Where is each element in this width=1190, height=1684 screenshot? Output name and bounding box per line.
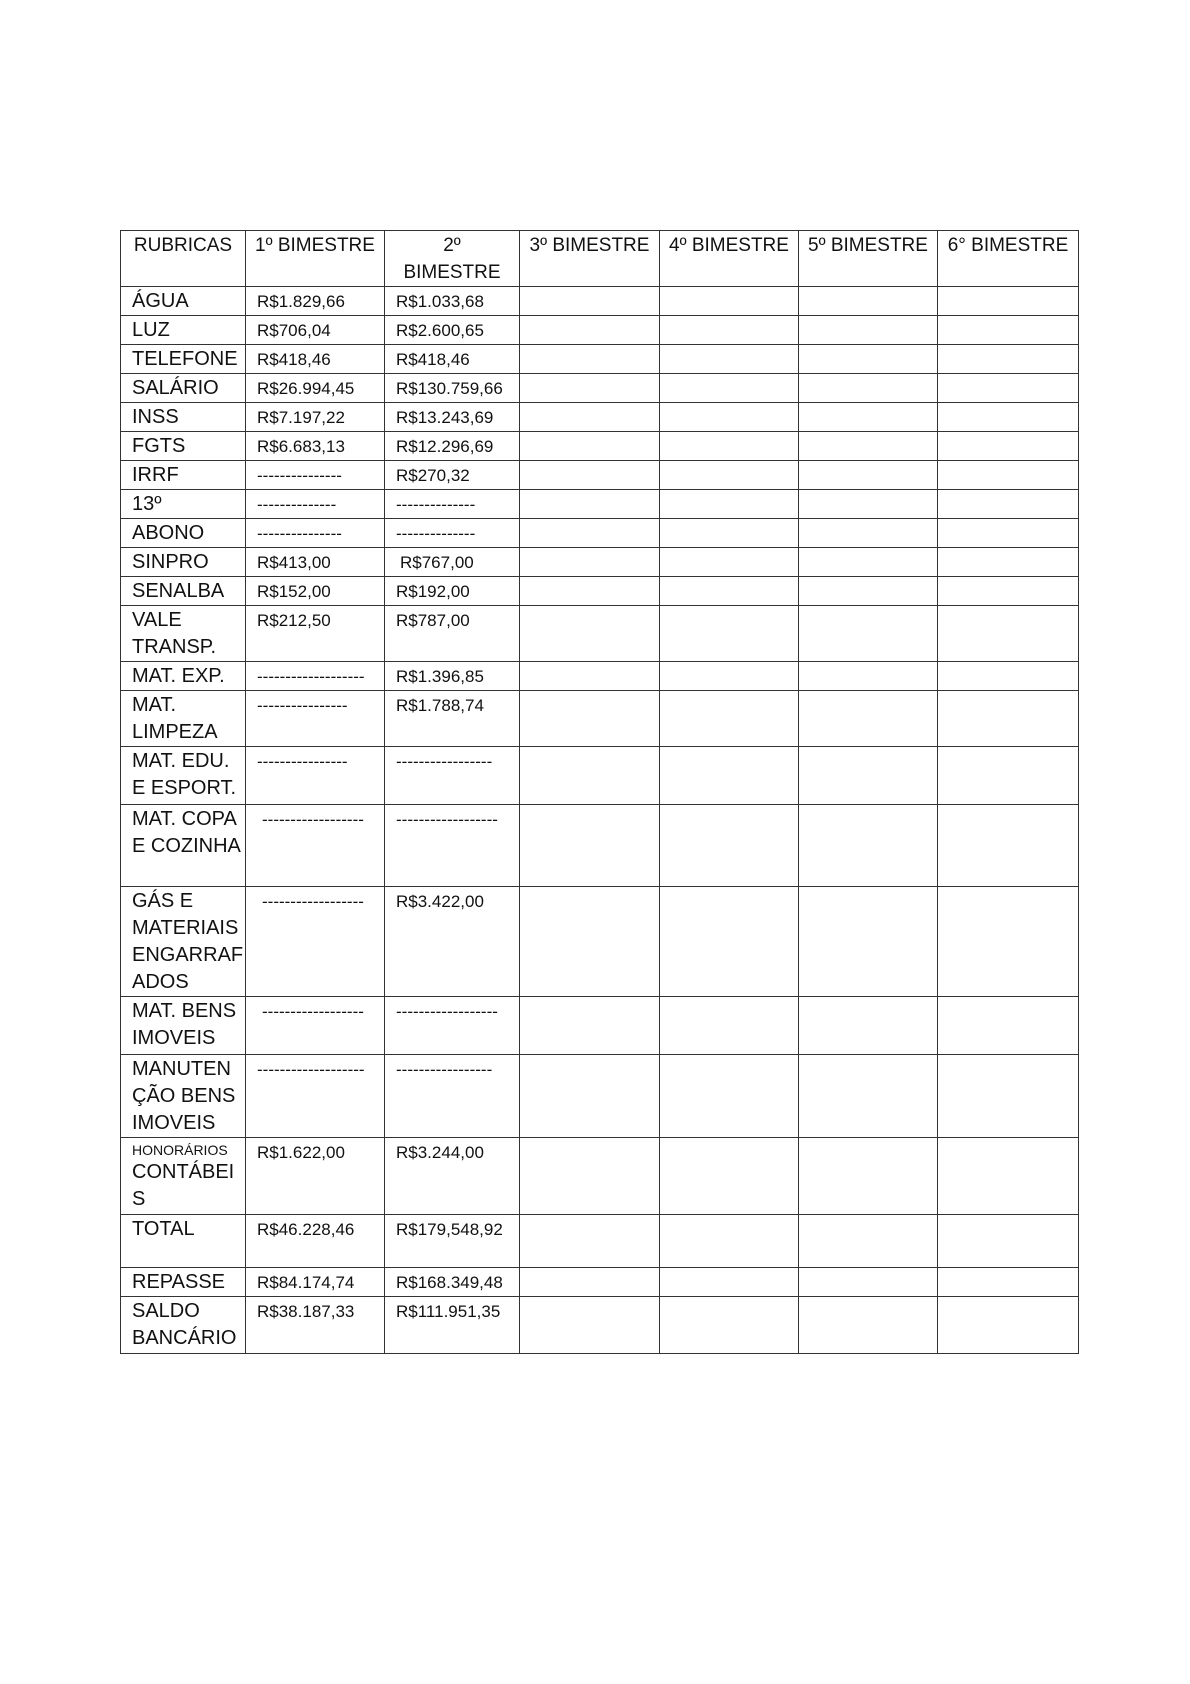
cell-empty bbox=[938, 1268, 1079, 1297]
cell-empty bbox=[799, 432, 938, 461]
row-label: TELEFONE bbox=[121, 345, 246, 374]
cell-bimestre-1: R$413,00 bbox=[246, 548, 385, 577]
cell-empty bbox=[938, 887, 1079, 997]
cell-empty bbox=[660, 577, 799, 606]
row-label: MAT. COPA E COZINHA bbox=[121, 805, 246, 887]
cell-empty bbox=[520, 316, 660, 345]
cell-empty bbox=[520, 577, 660, 606]
table-row bbox=[121, 287, 1079, 316]
cell-empty bbox=[660, 887, 799, 997]
cell-empty bbox=[799, 403, 938, 432]
cell-empty bbox=[938, 345, 1079, 374]
cell-empty bbox=[660, 374, 799, 403]
cell-bimestre-2: R$192,00 bbox=[385, 577, 520, 606]
cell-empty bbox=[799, 1297, 938, 1354]
cell-empty bbox=[938, 490, 1079, 519]
row-label: INSS bbox=[121, 403, 246, 432]
cell-empty bbox=[660, 1297, 799, 1354]
cell-bimestre-2: R$767,00 bbox=[385, 548, 520, 577]
cell-bimestre-1: R$84.174,74 bbox=[246, 1268, 385, 1297]
cell-empty bbox=[520, 345, 660, 374]
header-bimestre-5: 5º BIMESTRE bbox=[799, 231, 938, 287]
header-row bbox=[121, 231, 1079, 287]
row-label: MAT. LIMPEZA bbox=[121, 691, 246, 747]
row-label: MAT. EXP. bbox=[121, 662, 246, 691]
cell-bimestre-2: R$168.349,48 bbox=[385, 1268, 520, 1297]
cell-empty bbox=[938, 577, 1079, 606]
cell-empty bbox=[520, 997, 660, 1055]
cell-empty bbox=[660, 490, 799, 519]
cell-bimestre-1: R$418,46 bbox=[246, 345, 385, 374]
cell-bimestre-2: ----------------- bbox=[385, 1055, 520, 1138]
cell-empty bbox=[660, 1138, 799, 1215]
cell-empty bbox=[660, 691, 799, 747]
cell-empty bbox=[520, 1268, 660, 1297]
cell-bimestre-1: R$706,04 bbox=[246, 316, 385, 345]
cell-empty bbox=[660, 345, 799, 374]
table-row bbox=[121, 662, 1079, 691]
cell-empty bbox=[660, 747, 799, 805]
cell-empty bbox=[938, 805, 1079, 887]
row-label: 13º bbox=[121, 490, 246, 519]
cell-empty bbox=[520, 548, 660, 577]
cell-empty bbox=[938, 747, 1079, 805]
cell-empty bbox=[799, 374, 938, 403]
cell-bimestre-1: --------------- bbox=[246, 519, 385, 548]
cell-bimestre-2: R$3.422,00 bbox=[385, 887, 520, 997]
cell-empty bbox=[799, 287, 938, 316]
row-label: MAT. BENS IMOVEIS bbox=[121, 997, 246, 1055]
cell-empty bbox=[799, 1268, 938, 1297]
header-bimestre-4: 4º BIMESTRE bbox=[660, 231, 799, 287]
cell-bimestre-2: R$270,32 bbox=[385, 461, 520, 490]
table-row bbox=[121, 747, 1079, 805]
row-label: REPASSE bbox=[121, 1268, 246, 1297]
cell-bimestre-1: R$6.683,13 bbox=[246, 432, 385, 461]
cell-empty bbox=[520, 374, 660, 403]
cell-empty bbox=[938, 461, 1079, 490]
cell-bimestre-1: --------------- bbox=[246, 461, 385, 490]
cell-empty bbox=[520, 519, 660, 548]
cell-bimestre-1: R$7.197,22 bbox=[246, 403, 385, 432]
cell-bimestre-2: R$179,548,92 bbox=[385, 1215, 520, 1268]
cell-empty bbox=[799, 887, 938, 997]
cell-empty bbox=[660, 662, 799, 691]
cell-bimestre-2: R$1.033,68 bbox=[385, 287, 520, 316]
cell-empty bbox=[799, 805, 938, 887]
cell-empty bbox=[938, 519, 1079, 548]
table-row bbox=[121, 432, 1079, 461]
cell-empty bbox=[938, 1055, 1079, 1138]
cell-empty bbox=[660, 997, 799, 1055]
cell-empty bbox=[799, 997, 938, 1055]
cell-bimestre-1: ------------------ bbox=[246, 805, 385, 887]
cell-empty bbox=[660, 548, 799, 577]
table-row bbox=[121, 548, 1079, 577]
row-label: ÁGUA bbox=[121, 287, 246, 316]
cell-empty bbox=[938, 374, 1079, 403]
cell-empty bbox=[938, 316, 1079, 345]
row-label: MAT. EDU. E ESPORT. bbox=[121, 747, 246, 805]
cell-bimestre-2: R$130.759,66 bbox=[385, 374, 520, 403]
cell-empty bbox=[799, 548, 938, 577]
cell-empty bbox=[520, 1215, 660, 1268]
cell-bimestre-2: R$1.396,85 bbox=[385, 662, 520, 691]
cell-empty bbox=[938, 548, 1079, 577]
cell-bimestre-1: R$152,00 bbox=[246, 577, 385, 606]
cell-empty bbox=[799, 345, 938, 374]
cell-empty bbox=[520, 461, 660, 490]
cell-empty bbox=[799, 461, 938, 490]
table-row bbox=[121, 461, 1079, 490]
row-label: GÁS E MATERIAIS ENGARRAF ADOS bbox=[121, 887, 246, 997]
cell-empty bbox=[799, 606, 938, 662]
cell-empty bbox=[660, 287, 799, 316]
cell-bimestre-1: R$38.187,33 bbox=[246, 1297, 385, 1354]
table-row bbox=[121, 374, 1079, 403]
cell-empty bbox=[660, 519, 799, 548]
cell-empty bbox=[938, 662, 1079, 691]
cell-empty bbox=[660, 432, 799, 461]
cell-empty bbox=[799, 577, 938, 606]
table-row bbox=[121, 403, 1079, 432]
cell-bimestre-1: ------------------ bbox=[246, 887, 385, 997]
row-label-cell bbox=[121, 1138, 246, 1215]
cell-empty bbox=[520, 691, 660, 747]
row-label: VALE TRANSP. bbox=[121, 606, 246, 662]
cell-empty bbox=[520, 805, 660, 887]
cell-bimestre-1: R$212,50 bbox=[246, 606, 385, 662]
header-bimestre-1: 1º BIMESTRE bbox=[246, 231, 385, 287]
cell-empty bbox=[799, 662, 938, 691]
cell-empty bbox=[520, 432, 660, 461]
cell-empty bbox=[520, 1297, 660, 1354]
cell-bimestre-2: ----------------- bbox=[385, 747, 520, 805]
cell-empty bbox=[520, 606, 660, 662]
header-bimestre-3: 3º BIMESTRE bbox=[520, 231, 660, 287]
cell-empty bbox=[520, 747, 660, 805]
cell-bimestre-2: R$1.788,74 bbox=[385, 691, 520, 747]
cell-empty bbox=[938, 1138, 1079, 1215]
cell-bimestre-1: R$1.829,66 bbox=[246, 287, 385, 316]
cell-empty bbox=[799, 691, 938, 747]
cell-bimestre-1: ---------------- bbox=[246, 691, 385, 747]
cell-empty bbox=[799, 747, 938, 805]
cell-empty bbox=[938, 997, 1079, 1055]
cell-bimestre-1: R$46.228,46 bbox=[246, 1215, 385, 1268]
cell-bimestre-2: R$418,46 bbox=[385, 345, 520, 374]
cell-empty bbox=[799, 490, 938, 519]
table-row bbox=[121, 1297, 1079, 1354]
cell-bimestre-2: ------------------ bbox=[385, 805, 520, 887]
table-row bbox=[121, 1138, 1079, 1215]
row-label: TOTAL bbox=[121, 1215, 246, 1268]
cell-empty bbox=[660, 606, 799, 662]
row-label: CONTÁBEI S bbox=[132, 1161, 235, 1210]
row-label: SALÁRIO bbox=[121, 374, 246, 403]
cell-empty bbox=[520, 1138, 660, 1215]
cell-empty bbox=[799, 1215, 938, 1268]
row-label: LUZ bbox=[121, 316, 246, 345]
table-row bbox=[121, 691, 1079, 747]
budget-table bbox=[120, 230, 1079, 1354]
cell-empty bbox=[520, 887, 660, 997]
cell-bimestre-1: ---------------- bbox=[246, 747, 385, 805]
cell-empty bbox=[520, 490, 660, 519]
cell-bimestre-2: -------------- bbox=[385, 490, 520, 519]
cell-empty bbox=[660, 1215, 799, 1268]
cell-empty bbox=[660, 1055, 799, 1138]
row-label: SENALBA bbox=[121, 577, 246, 606]
cell-empty bbox=[520, 662, 660, 691]
cell-empty bbox=[520, 403, 660, 432]
table-row bbox=[121, 1055, 1079, 1138]
cell-empty bbox=[520, 1055, 660, 1138]
cell-empty bbox=[938, 1215, 1079, 1268]
cell-bimestre-1: ------------------- bbox=[246, 1055, 385, 1138]
cell-bimestre-2: -------------- bbox=[385, 519, 520, 548]
table-row bbox=[121, 316, 1079, 345]
cell-bimestre-2: R$2.600,65 bbox=[385, 316, 520, 345]
cell-empty bbox=[938, 403, 1079, 432]
cell-empty bbox=[660, 403, 799, 432]
cell-empty bbox=[938, 1297, 1079, 1354]
table-row bbox=[121, 519, 1079, 548]
table-row bbox=[121, 887, 1079, 997]
row-label: SINPRO bbox=[121, 548, 246, 577]
table-row bbox=[121, 345, 1079, 374]
cell-bimestre-2: ------------------ bbox=[385, 997, 520, 1055]
cell-bimestre-2: R$787,00 bbox=[385, 606, 520, 662]
cell-empty bbox=[660, 461, 799, 490]
header-bimestre-6: 6° BIMESTRE bbox=[938, 231, 1079, 287]
cell-empty bbox=[660, 1268, 799, 1297]
cell-bimestre-1: -------------- bbox=[246, 490, 385, 519]
cell-empty bbox=[938, 691, 1079, 747]
cell-empty bbox=[938, 432, 1079, 461]
cell-empty bbox=[938, 287, 1079, 316]
table-row bbox=[121, 577, 1079, 606]
cell-bimestre-1: ------------------- bbox=[246, 662, 385, 691]
cell-bimestre-2: R$12.296,69 bbox=[385, 432, 520, 461]
cell-bimestre-2: R$3.244,00 bbox=[385, 1138, 520, 1215]
cell-empty bbox=[520, 287, 660, 316]
row-label: MANUTEN ÇÃO BENS IMOVEIS bbox=[121, 1055, 246, 1138]
table-row bbox=[121, 606, 1079, 662]
cell-bimestre-2: R$111.951,35 bbox=[385, 1297, 520, 1354]
table-row bbox=[121, 490, 1079, 519]
cell-bimestre-1: R$26.994,45 bbox=[246, 374, 385, 403]
header-bimestre-2: 2º BIMESTRE bbox=[385, 231, 520, 287]
cell-empty bbox=[799, 519, 938, 548]
row-label: IRRF bbox=[121, 461, 246, 490]
row-label: SALDO BANCÁRIO bbox=[121, 1297, 246, 1354]
header-rubricas: RUBRICAS bbox=[121, 231, 246, 287]
cell-empty bbox=[799, 316, 938, 345]
cell-empty bbox=[660, 316, 799, 345]
cell-empty bbox=[799, 1055, 938, 1138]
row-label: ABONO bbox=[121, 519, 246, 548]
row-label-small: HONORÁRIOS bbox=[132, 1142, 228, 1158]
cell-bimestre-2: R$13.243,69 bbox=[385, 403, 520, 432]
table-row bbox=[121, 1215, 1079, 1268]
cell-empty bbox=[938, 606, 1079, 662]
table-row bbox=[121, 997, 1079, 1055]
table-row bbox=[121, 805, 1079, 887]
table-row bbox=[121, 1268, 1079, 1297]
cell-bimestre-1: ------------------ bbox=[246, 997, 385, 1055]
cell-bimestre-1: R$1.622,00 bbox=[246, 1138, 385, 1215]
row-label: FGTS bbox=[121, 432, 246, 461]
cell-empty bbox=[799, 1138, 938, 1215]
cell-empty bbox=[660, 805, 799, 887]
